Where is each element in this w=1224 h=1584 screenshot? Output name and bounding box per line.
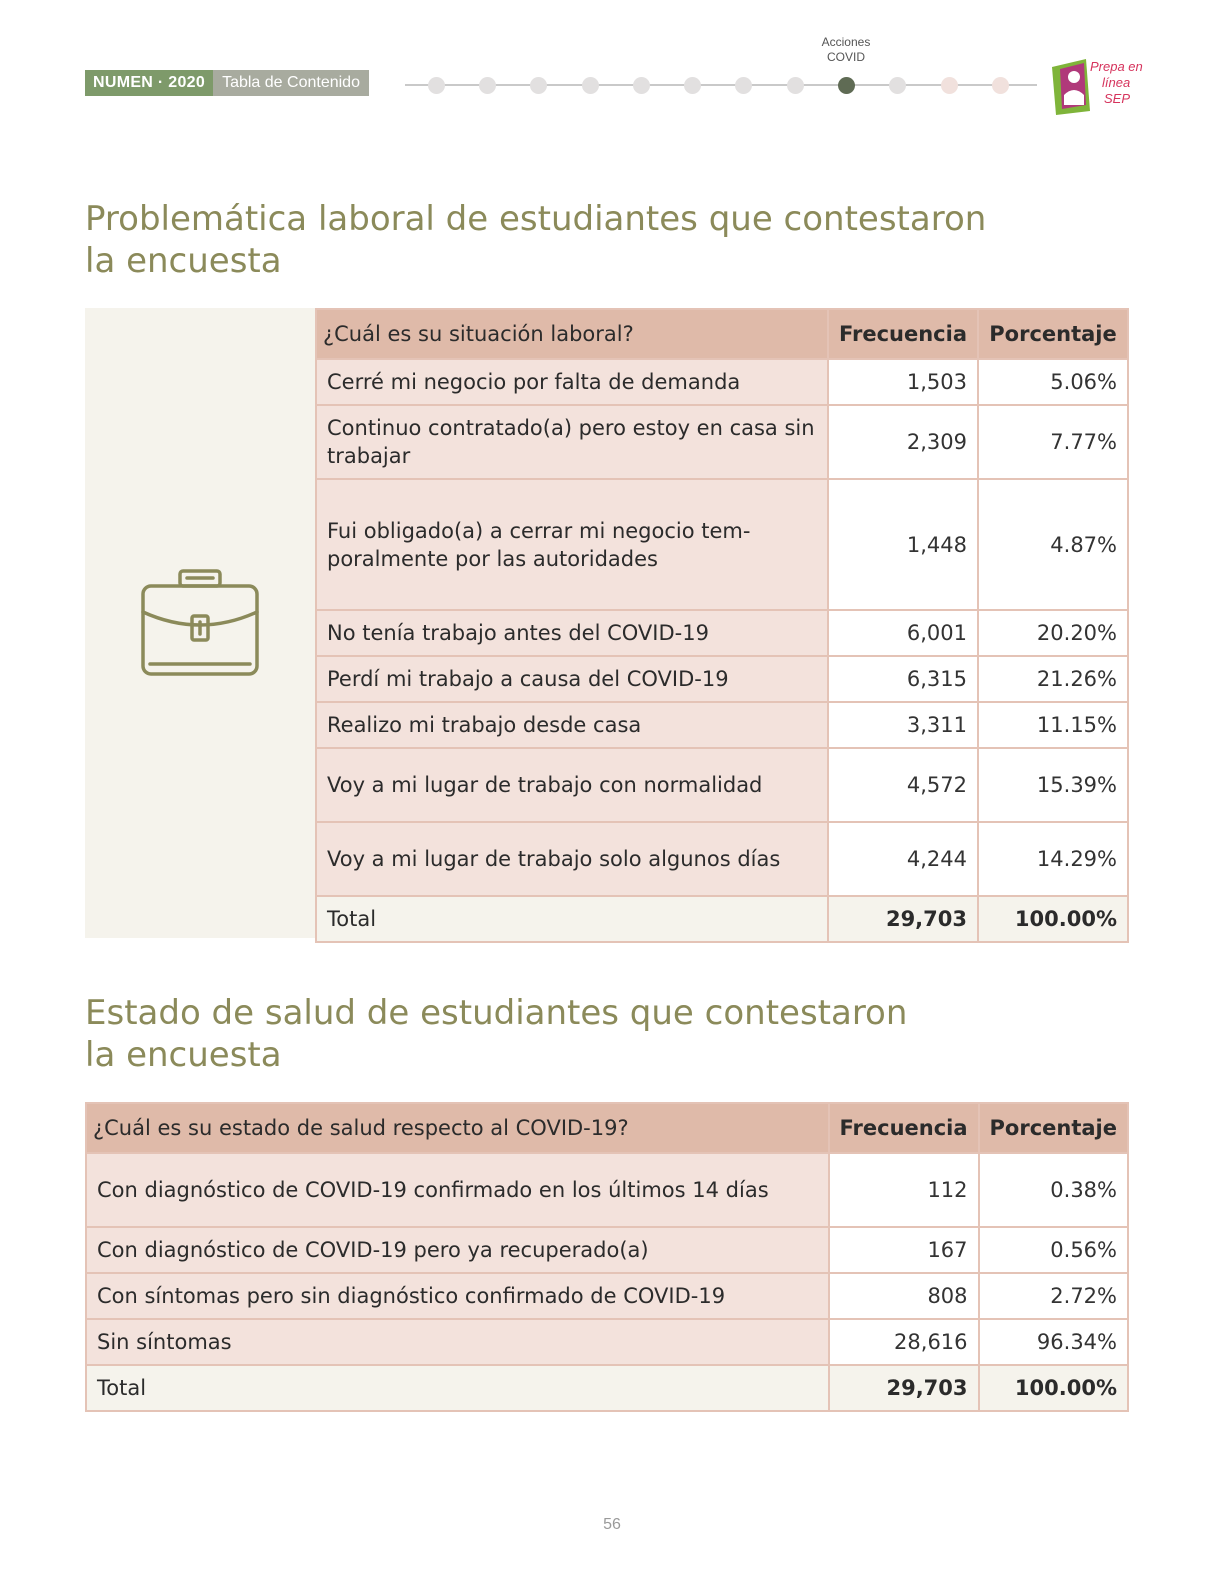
row-percentage: 2.72% bbox=[979, 1273, 1128, 1319]
table-header-percentage: Porcentaje bbox=[978, 309, 1128, 359]
row-frequency: 112 bbox=[829, 1153, 979, 1227]
health-table bbox=[85, 1102, 1129, 1412]
labor-table bbox=[315, 308, 1129, 943]
table-row bbox=[316, 405, 1128, 479]
row-label: Voy a mi lugar de trabajo solo algunos días bbox=[316, 822, 828, 896]
progress-dot-3[interactable] bbox=[530, 77, 547, 94]
prepa-en-linea-sep-logo bbox=[1050, 55, 1143, 115]
table-row bbox=[316, 656, 1128, 702]
toc-link[interactable]: Tabla de Contenido bbox=[213, 70, 369, 96]
row-percentage: 20.20% bbox=[978, 610, 1128, 656]
numen-badge: NUMEN · 2020 bbox=[85, 70, 213, 96]
row-label: Cerré mi negocio por falta de demanda bbox=[316, 359, 828, 405]
total-label: Total bbox=[316, 896, 828, 942]
row-frequency: 1,448 bbox=[828, 479, 978, 610]
table-row bbox=[316, 610, 1128, 656]
row-label: Con diagnóstico de COVID-19 pero ya recuperado(a) bbox=[86, 1227, 829, 1273]
row-label: Con síntomas pero sin diagnóstico confirmado de COVID-19 bbox=[86, 1273, 829, 1319]
section-title-labor: Problemática laboral de estudiantes que contestaron la encuesta bbox=[85, 199, 987, 281]
progress-dot-12[interactable] bbox=[992, 77, 1009, 94]
row-label: Realizo mi trabajo desde casa bbox=[316, 702, 828, 748]
row-percentage: 0.38% bbox=[979, 1153, 1128, 1227]
progress-dot-10[interactable] bbox=[889, 77, 906, 94]
row-frequency: 4,244 bbox=[828, 822, 978, 896]
table-header-percentage: Porcentaje bbox=[979, 1103, 1128, 1153]
row-frequency: 28,616 bbox=[829, 1319, 979, 1365]
table-row bbox=[316, 822, 1128, 896]
total-frequency: 29,703 bbox=[828, 896, 978, 942]
progress-dot-1[interactable] bbox=[428, 77, 445, 94]
row-label: Voy a mi lugar de trabajo con normalidad bbox=[316, 748, 828, 822]
total-percentage: 100.00% bbox=[978, 896, 1128, 942]
icon-panel bbox=[85, 308, 315, 938]
table-total-row bbox=[316, 896, 1128, 942]
row-percentage: 4.87% bbox=[978, 479, 1128, 610]
row-frequency: 6,001 bbox=[828, 610, 978, 656]
table-row bbox=[86, 1153, 1128, 1227]
row-percentage: 0.56% bbox=[979, 1227, 1128, 1273]
progress-dot-active[interactable] bbox=[838, 77, 855, 94]
table-row bbox=[316, 748, 1128, 822]
row-percentage: 11.15% bbox=[978, 702, 1128, 748]
row-frequency: 4,572 bbox=[828, 748, 978, 822]
row-frequency: 167 bbox=[829, 1227, 979, 1273]
total-frequency: 29,703 bbox=[829, 1365, 979, 1411]
total-label: Total bbox=[86, 1365, 829, 1411]
table-header-question: ¿Cuál es su situación laboral? bbox=[316, 309, 828, 359]
row-frequency: 3,311 bbox=[828, 702, 978, 748]
table-row bbox=[86, 1319, 1128, 1365]
section-title-health: Estado de salud de estudiantes que contestaron la encuesta bbox=[85, 993, 908, 1075]
row-label: Fui obligado(a) a cerrar mi negocio tem-poralmente por las autoridades bbox=[316, 479, 828, 610]
table-header-question: ¿Cuál es su estado de salud respecto al COVID-19? bbox=[86, 1103, 829, 1153]
table-header-frequency: Frecuencia bbox=[829, 1103, 979, 1153]
header-badge bbox=[85, 70, 369, 96]
table-header-row bbox=[86, 1103, 1128, 1153]
progress-dot-2[interactable] bbox=[479, 77, 496, 94]
table-header-row bbox=[316, 309, 1128, 359]
table-total-row bbox=[86, 1365, 1128, 1411]
table-row bbox=[316, 359, 1128, 405]
progress-dot-5[interactable] bbox=[633, 77, 650, 94]
row-label: Sin síntomas bbox=[86, 1319, 829, 1365]
row-percentage: 21.26% bbox=[978, 656, 1128, 702]
row-percentage: 14.29% bbox=[978, 822, 1128, 896]
current-section-label: Acciones COVID bbox=[821, 35, 871, 64]
progress-dot-11[interactable] bbox=[941, 77, 958, 94]
progress-dot-6[interactable] bbox=[684, 77, 701, 94]
table-row bbox=[316, 479, 1128, 610]
svg-text:Prepa en: Prepa en bbox=[1090, 59, 1143, 74]
row-percentage: 15.39% bbox=[978, 748, 1128, 822]
table-header-frequency: Frecuencia bbox=[828, 309, 978, 359]
row-label: No tenía trabajo antes del COVID-19 bbox=[316, 610, 828, 656]
page-number: 56 bbox=[603, 1516, 621, 1533]
row-frequency: 2,309 bbox=[828, 405, 978, 479]
row-label: Con diagnóstico de COVID-19 confirmado en los últimos 14 días bbox=[86, 1153, 829, 1227]
row-label: Continuo contratado(a) pero estoy en casa sin trabajar bbox=[316, 405, 828, 479]
row-percentage: 7.77% bbox=[978, 405, 1128, 479]
table-row bbox=[86, 1227, 1128, 1273]
table-row bbox=[86, 1273, 1128, 1319]
svg-text:línea: línea bbox=[1102, 75, 1131, 90]
row-percentage: 5.06% bbox=[978, 359, 1128, 405]
table-row bbox=[316, 702, 1128, 748]
row-frequency: 808 bbox=[829, 1273, 979, 1319]
row-label: Perdí mi trabajo a causa del COVID-19 bbox=[316, 656, 828, 702]
progress-dot-8[interactable] bbox=[787, 77, 804, 94]
briefcase-icon bbox=[140, 566, 260, 678]
row-percentage: 96.34% bbox=[979, 1319, 1128, 1365]
progress-dot-4[interactable] bbox=[582, 77, 599, 94]
svg-text:SEP: SEP bbox=[1104, 91, 1131, 106]
progress-dot-7[interactable] bbox=[735, 77, 752, 94]
total-percentage: 100.00% bbox=[979, 1365, 1128, 1411]
row-frequency: 1,503 bbox=[828, 359, 978, 405]
row-frequency: 6,315 bbox=[828, 656, 978, 702]
